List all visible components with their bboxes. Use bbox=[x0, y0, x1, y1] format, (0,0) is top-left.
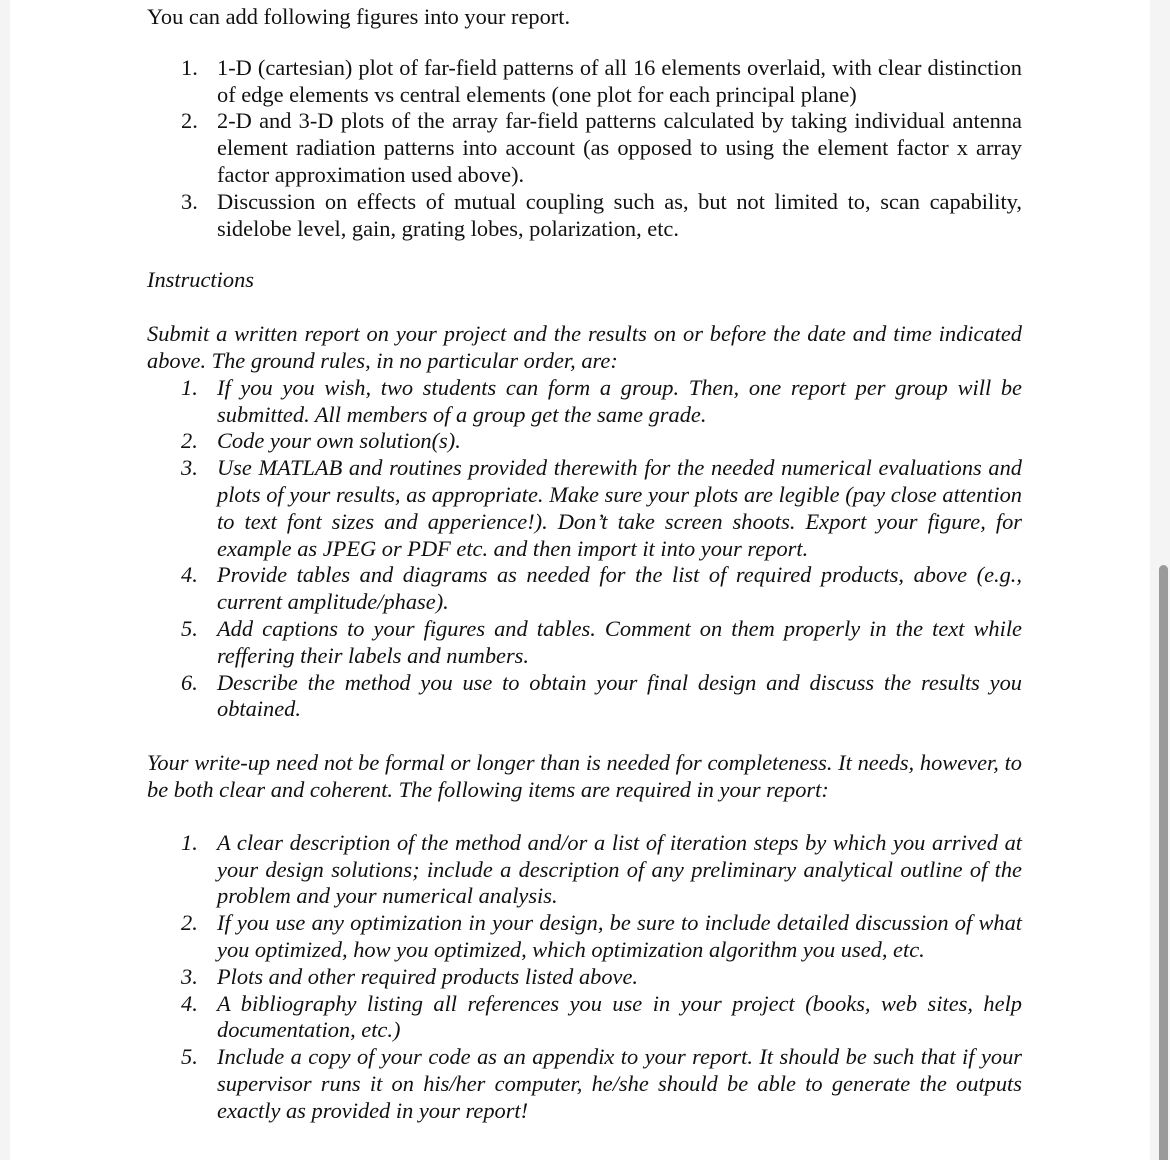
list-number: 2. bbox=[181, 108, 198, 134]
required-list bbox=[147, 830, 1022, 1125]
document-page bbox=[10, 0, 1150, 1160]
list-item bbox=[147, 1044, 1022, 1124]
list-item-text: Provide tables and diagrams as needed for the list of required products, above (e.g., current amplitude/phase). bbox=[217, 562, 1022, 615]
list-item bbox=[147, 616, 1022, 670]
vertical-scrollbar[interactable] bbox=[1156, 0, 1170, 1160]
list-item bbox=[147, 108, 1022, 188]
list-item bbox=[147, 991, 1022, 1045]
list-number: 5. bbox=[181, 615, 198, 641]
list-item-text: Include a copy of your code as an appendix to your report. It should be such that if your supervisor runs it on his/her computer, he/she should be able to generate the outputs exactly as provided in your report! bbox=[217, 1044, 1022, 1123]
list-number: 2. bbox=[181, 428, 198, 454]
writeup-paragraph: Your write-up need not be formal or longer than is needed for completeness. It needs, however, to be both clear and coherent. The following items are required in your report: bbox=[147, 750, 1022, 802]
list-item bbox=[147, 428, 1022, 455]
list-item bbox=[147, 670, 1022, 724]
list-item-text: A clear description of the method and/or a list of iteration steps by which you arrived at your design solutions; include a description of any preliminary analytical outline of the problem and your numerical analysis. bbox=[217, 829, 1022, 909]
list-number: 1. bbox=[181, 374, 198, 400]
list-item-text: If you you wish, two students can form a group. Then, one report per group will be submitted. All members of a group get the same grade. bbox=[217, 374, 1022, 427]
list-number: 2. bbox=[181, 910, 198, 936]
page-content bbox=[147, 4, 1022, 1124]
instructions-heading: Instructions bbox=[147, 267, 254, 293]
intro-paragraph: You can add following figures into your report. bbox=[147, 4, 571, 29]
list-item bbox=[147, 830, 1022, 910]
list-item-text: Add captions to your figures and tables. Comment on them properly in the text while reffering their labels and numbers. bbox=[217, 615, 1022, 668]
submit-paragraph: Submit a written report on your project and the results on or before the date and time indicated above. The ground rules, in no particular order, are: bbox=[147, 321, 1022, 373]
list-number: 6. bbox=[181, 669, 198, 695]
list-item-text: Code your own solution(s). bbox=[217, 428, 461, 454]
list-item bbox=[147, 455, 1022, 562]
list-item bbox=[147, 910, 1022, 964]
list-item-text: Describe the method you use to obtain your final design and discuss the results you obtained. bbox=[217, 669, 1022, 722]
list-number: 1. bbox=[181, 829, 198, 855]
list-item-text: If you use any optimization in your design, be sure to include detailed discussion of what you optimized, how you optimized, which optimization algorithm you used, etc. bbox=[217, 910, 1022, 962]
list-item-text: 2-D and 3-D plots of the array far-field patterns calculated by taking individual antenna element radiation patterns into account (as opposed to using the element factor x array factor approximation used above). bbox=[217, 108, 1022, 187]
list-item bbox=[147, 964, 1022, 991]
list-item bbox=[147, 55, 1022, 109]
rules-list bbox=[147, 375, 1022, 723]
list-item-text: Use MATLAB and routines provided therewith for the needed numerical evaluations and plots of your results, as appropriate. Make sure your plots are legible (pay close attention to text font sizes and apperience!). Don’t take screen shoots. Export your figure, for example as JPEG or PDF etc. and then import it into your report. bbox=[217, 455, 1022, 561]
list-item-text: Discussion on effects of mutual coupling such as, but not limited to, scan capability, sidelobe level, gain, grating lobes, polarization, etc. bbox=[217, 188, 1022, 241]
list-number: 3. bbox=[181, 963, 198, 989]
list-number: 5. bbox=[181, 1044, 198, 1070]
list-number: 4. bbox=[181, 990, 198, 1016]
list-number: 1. bbox=[181, 54, 198, 80]
list-item bbox=[147, 189, 1022, 243]
list-item-text: 1-D (cartesian) plot of far-field patterns of all 16 elements overlaid, with clear distinction of edge elements vs central elements (one plot for each principal plane) bbox=[217, 54, 1022, 107]
list-number: 3. bbox=[181, 188, 198, 214]
list-number: 4. bbox=[181, 562, 198, 588]
scrollbar-thumb[interactable] bbox=[1159, 565, 1168, 1160]
list-item bbox=[147, 562, 1022, 616]
list-number: 3. bbox=[181, 455, 198, 481]
figures-list bbox=[147, 55, 1022, 243]
list-item bbox=[147, 375, 1022, 429]
list-item-text: Plots and other required products listed above. bbox=[217, 963, 639, 989]
list-item-text: A bibliography listing all references you use in your project (books, web sites, help documentation, etc.) bbox=[217, 990, 1022, 1043]
